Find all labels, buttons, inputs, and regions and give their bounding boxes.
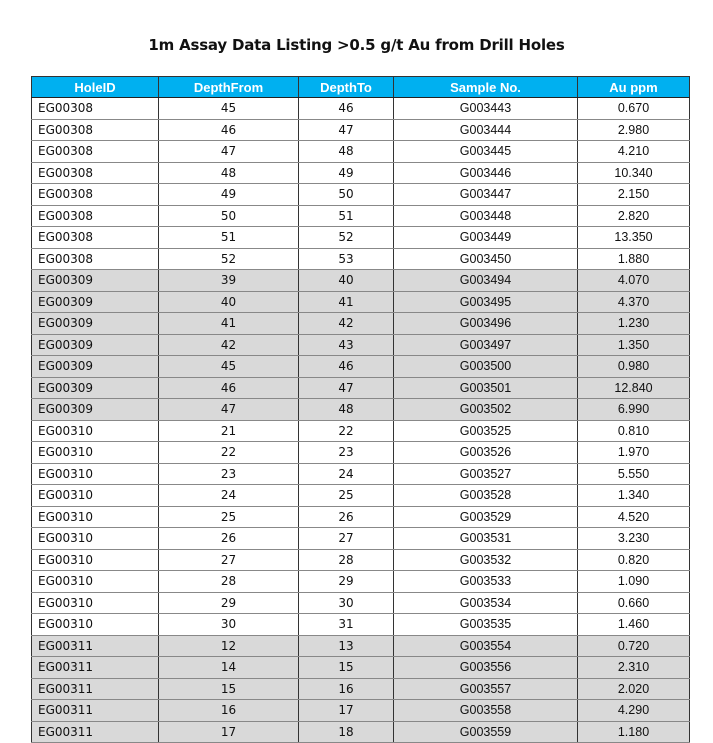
cell-au-ppm: 0.820 — [578, 549, 690, 571]
cell-au-ppm: 1.340 — [578, 485, 690, 507]
cell-holeid: EG00310 — [32, 442, 159, 464]
cell-sample-no: G003448 — [394, 205, 578, 227]
cell-holeid: EG00311 — [32, 678, 159, 700]
table-row — [32, 592, 690, 614]
cell-depthfrom: 47 — [159, 399, 299, 421]
cell-depthto: 24 — [299, 463, 394, 485]
cell-au-ppm: 4.520 — [578, 506, 690, 528]
cell-holeid: EG00310 — [32, 506, 159, 528]
cell-depthto: 47 — [299, 377, 394, 399]
cell-depthto: 27 — [299, 528, 394, 550]
cell-holeid: EG00308 — [32, 227, 159, 249]
cell-holeid: EG00310 — [32, 485, 159, 507]
cell-sample-no: G003501 — [394, 377, 578, 399]
cell-depthfrom: 28 — [159, 571, 299, 593]
cell-holeid: EG00310 — [32, 420, 159, 442]
cell-au-ppm: 4.070 — [578, 270, 690, 292]
cell-depthto: 41 — [299, 291, 394, 313]
cell-sample-no: G003531 — [394, 528, 578, 550]
cell-depthfrom: 23 — [159, 463, 299, 485]
table-row — [32, 205, 690, 227]
cell-depthfrom: 45 — [159, 98, 299, 120]
cell-au-ppm: 2.150 — [578, 184, 690, 206]
table-row — [32, 399, 690, 421]
cell-depthto: 22 — [299, 420, 394, 442]
cell-depthto: 26 — [299, 506, 394, 528]
cell-depthto: 13 — [299, 635, 394, 657]
cell-au-ppm: 1.350 — [578, 334, 690, 356]
cell-depthto: 51 — [299, 205, 394, 227]
cell-holeid: EG00311 — [32, 700, 159, 722]
cell-sample-no: G003533 — [394, 571, 578, 593]
cell-au-ppm: 4.290 — [578, 700, 690, 722]
table-row — [32, 119, 690, 141]
cell-holeid: EG00308 — [32, 248, 159, 270]
cell-sample-no: G003557 — [394, 678, 578, 700]
column-header-depthto: DepthTo — [299, 77, 394, 98]
cell-depthto: 18 — [299, 721, 394, 743]
cell-holeid: EG00309 — [32, 291, 159, 313]
cell-holeid: EG00309 — [32, 356, 159, 378]
cell-depthto: 48 — [299, 141, 394, 163]
cell-sample-no: G003558 — [394, 700, 578, 722]
cell-depthto: 53 — [299, 248, 394, 270]
cell-au-ppm: 2.310 — [578, 657, 690, 679]
cell-sample-no: G003556 — [394, 657, 578, 679]
cell-sample-no: G003497 — [394, 334, 578, 356]
cell-au-ppm: 6.990 — [578, 399, 690, 421]
table-row — [32, 721, 690, 743]
cell-sample-no: G003495 — [394, 291, 578, 313]
cell-depthto: 40 — [299, 270, 394, 292]
cell-depthto: 28 — [299, 549, 394, 571]
cell-depthfrom: 45 — [159, 356, 299, 378]
table-row — [32, 420, 690, 442]
cell-sample-no: G003502 — [394, 399, 578, 421]
cell-au-ppm: 2.020 — [578, 678, 690, 700]
cell-depthfrom: 17 — [159, 721, 299, 743]
cell-sample-no: G003535 — [394, 614, 578, 636]
cell-depthfrom: 15 — [159, 678, 299, 700]
table-row — [32, 184, 690, 206]
cell-au-ppm: 0.720 — [578, 635, 690, 657]
cell-depthto: 25 — [299, 485, 394, 507]
cell-depthfrom: 16 — [159, 700, 299, 722]
cell-holeid: EG00308 — [32, 162, 159, 184]
cell-depthfrom: 41 — [159, 313, 299, 335]
cell-holeid: EG00308 — [32, 98, 159, 120]
cell-au-ppm: 0.810 — [578, 420, 690, 442]
table-row — [32, 98, 690, 120]
cell-depthfrom: 12 — [159, 635, 299, 657]
table-row — [32, 248, 690, 270]
cell-sample-no: G003444 — [394, 119, 578, 141]
table-body — [32, 98, 690, 743]
cell-au-ppm: 13.350 — [578, 227, 690, 249]
cell-au-ppm: 0.670 — [578, 98, 690, 120]
cell-au-ppm: 3.230 — [578, 528, 690, 550]
cell-holeid: EG00311 — [32, 635, 159, 657]
cell-au-ppm: 1.460 — [578, 614, 690, 636]
cell-sample-no: G003445 — [394, 141, 578, 163]
cell-depthto: 31 — [299, 614, 394, 636]
cell-sample-no: G003443 — [394, 98, 578, 120]
table-header-row — [32, 77, 690, 98]
cell-depthfrom: 52 — [159, 248, 299, 270]
cell-depthfrom: 21 — [159, 420, 299, 442]
cell-holeid: EG00309 — [32, 334, 159, 356]
cell-depthto: 42 — [299, 313, 394, 335]
cell-depthfrom: 46 — [159, 377, 299, 399]
cell-au-ppm: 0.980 — [578, 356, 690, 378]
cell-depthfrom: 50 — [159, 205, 299, 227]
cell-sample-no: G003554 — [394, 635, 578, 657]
cell-au-ppm: 2.980 — [578, 119, 690, 141]
cell-depthto: 30 — [299, 592, 394, 614]
cell-sample-no: G003447 — [394, 184, 578, 206]
cell-holeid: EG00310 — [32, 614, 159, 636]
table-row — [32, 313, 690, 335]
cell-depthfrom: 40 — [159, 291, 299, 313]
table-row — [32, 227, 690, 249]
table-row — [32, 442, 690, 464]
table-row — [32, 270, 690, 292]
cell-depthfrom: 42 — [159, 334, 299, 356]
table-row — [32, 700, 690, 722]
cell-au-ppm: 4.210 — [578, 141, 690, 163]
table-row — [32, 485, 690, 507]
cell-depthto: 23 — [299, 442, 394, 464]
cell-depthto: 50 — [299, 184, 394, 206]
table-row — [32, 528, 690, 550]
cell-depthto: 47 — [299, 119, 394, 141]
cell-depthfrom: 27 — [159, 549, 299, 571]
cell-sample-no: G003500 — [394, 356, 578, 378]
cell-holeid: EG00310 — [32, 592, 159, 614]
document-title: 1m Assay Data Listing >0.5 g/t Au from Drill Holes — [148, 36, 565, 54]
cell-depthto: 46 — [299, 98, 394, 120]
table-row — [32, 549, 690, 571]
cell-holeid: EG00308 — [32, 184, 159, 206]
cell-depthfrom: 46 — [159, 119, 299, 141]
cell-holeid: EG00311 — [32, 721, 159, 743]
cell-au-ppm: 5.550 — [578, 463, 690, 485]
cell-holeid: EG00308 — [32, 119, 159, 141]
column-header-sample-no: Sample No. — [394, 77, 578, 98]
table-row — [32, 334, 690, 356]
cell-holeid: EG00309 — [32, 377, 159, 399]
cell-holeid: EG00309 — [32, 313, 159, 335]
cell-depthfrom: 29 — [159, 592, 299, 614]
cell-holeid: EG00310 — [32, 549, 159, 571]
cell-au-ppm: 1.090 — [578, 571, 690, 593]
cell-au-ppm: 1.880 — [578, 248, 690, 270]
table-row — [32, 356, 690, 378]
cell-depthto: 16 — [299, 678, 394, 700]
cell-holeid: EG00311 — [32, 657, 159, 679]
cell-holeid: EG00310 — [32, 571, 159, 593]
cell-au-ppm: 2.820 — [578, 205, 690, 227]
cell-sample-no: G003559 — [394, 721, 578, 743]
table-row — [32, 291, 690, 313]
cell-au-ppm: 1.230 — [578, 313, 690, 335]
table-row — [32, 635, 690, 657]
cell-holeid: EG00310 — [32, 528, 159, 550]
cell-au-ppm: 1.970 — [578, 442, 690, 464]
cell-depthfrom: 24 — [159, 485, 299, 507]
cell-sample-no: G003532 — [394, 549, 578, 571]
table-row — [32, 162, 690, 184]
table-row — [32, 463, 690, 485]
table-row — [32, 678, 690, 700]
table-row — [32, 506, 690, 528]
cell-sample-no: G003527 — [394, 463, 578, 485]
cell-sample-no: G003529 — [394, 506, 578, 528]
column-header-au-ppm: Au ppm — [578, 77, 690, 98]
cell-depthto: 49 — [299, 162, 394, 184]
table-row — [32, 377, 690, 399]
cell-au-ppm: 10.340 — [578, 162, 690, 184]
cell-sample-no: G003446 — [394, 162, 578, 184]
cell-depthto: 17 — [299, 700, 394, 722]
cell-sample-no: G003494 — [394, 270, 578, 292]
cell-holeid: EG00310 — [32, 463, 159, 485]
cell-depthto: 48 — [299, 399, 394, 421]
cell-depthfrom: 47 — [159, 141, 299, 163]
cell-holeid: EG00309 — [32, 399, 159, 421]
cell-sample-no: G003449 — [394, 227, 578, 249]
cell-depthfrom: 14 — [159, 657, 299, 679]
cell-depthfrom: 30 — [159, 614, 299, 636]
cell-holeid: EG00308 — [32, 141, 159, 163]
cell-depthto: 15 — [299, 657, 394, 679]
cell-depthfrom: 39 — [159, 270, 299, 292]
column-header-depthfrom: DepthFrom — [159, 77, 299, 98]
cell-depthfrom: 26 — [159, 528, 299, 550]
cell-au-ppm: 12.840 — [578, 377, 690, 399]
cell-depthfrom: 49 — [159, 184, 299, 206]
cell-depthto: 46 — [299, 356, 394, 378]
cell-au-ppm: 0.660 — [578, 592, 690, 614]
cell-au-ppm: 4.370 — [578, 291, 690, 313]
cell-sample-no: G003526 — [394, 442, 578, 464]
table-row — [32, 614, 690, 636]
table-row — [32, 657, 690, 679]
table-row — [32, 571, 690, 593]
cell-depthfrom: 22 — [159, 442, 299, 464]
cell-depthfrom: 51 — [159, 227, 299, 249]
cell-holeid: EG00308 — [32, 205, 159, 227]
cell-sample-no: G003496 — [394, 313, 578, 335]
assay-table — [31, 76, 690, 743]
cell-au-ppm: 1.180 — [578, 721, 690, 743]
cell-sample-no: G003528 — [394, 485, 578, 507]
column-header-holeid: HoleID — [32, 77, 159, 98]
cell-sample-no: G003450 — [394, 248, 578, 270]
cell-holeid: EG00309 — [32, 270, 159, 292]
cell-depthfrom: 25 — [159, 506, 299, 528]
cell-depthto: 29 — [299, 571, 394, 593]
table-row — [32, 141, 690, 163]
cell-sample-no: G003534 — [394, 592, 578, 614]
cell-sample-no: G003525 — [394, 420, 578, 442]
cell-depthto: 52 — [299, 227, 394, 249]
cell-depthto: 43 — [299, 334, 394, 356]
cell-depthfrom: 48 — [159, 162, 299, 184]
